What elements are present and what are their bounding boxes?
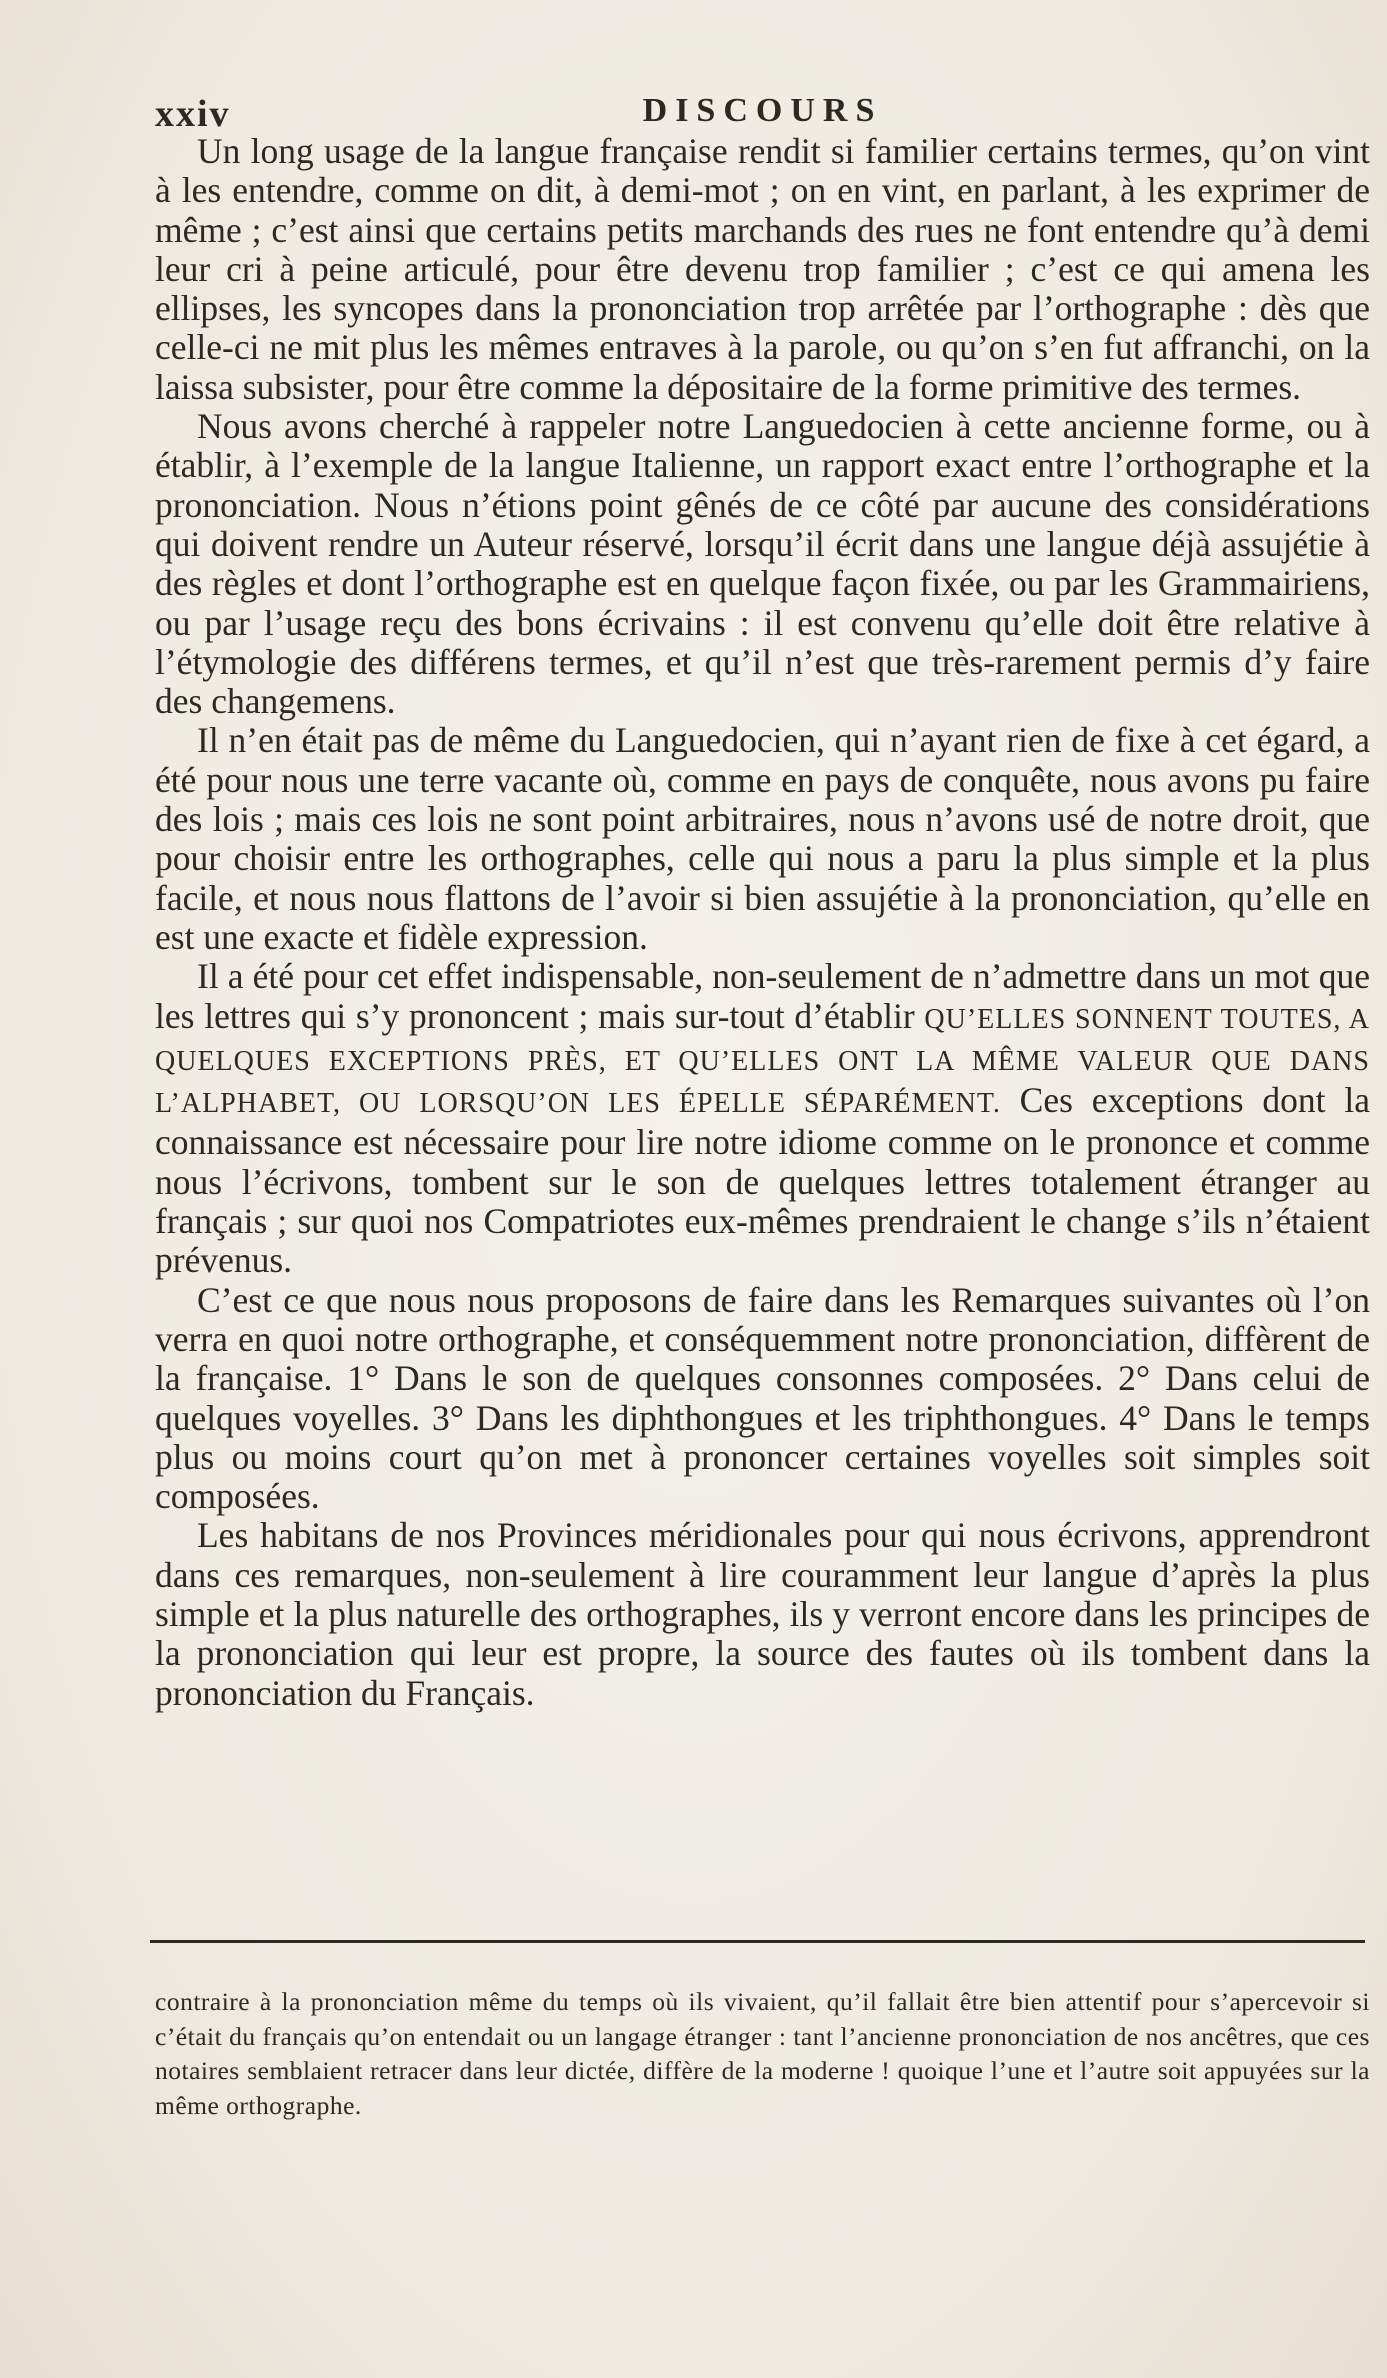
page-number: xxiv [155, 93, 231, 135]
paragraph-4-start: Il a été pour cet effet indispensable, non-seulement de n’admettre dans un mot que les lettres qui s’y prononcent ; mais sur-tout d’établir [155, 956, 1370, 1036]
footnote [155, 1985, 1370, 2123]
main-text [155, 132, 1370, 1713]
paragraph-5: C’est ce que nous nous proposons de faire dans les Remarques suivantes où l’on verra en quoi notre orthographe, et conséquemment notre prononciation, diffèrent de la française. 1° Dans le son de quelques consonnes composées. 2° Dans celui de quelques voyelles. 3° Dans les diphthongues et les triphthongues. 4° Dans le temps plus ou moins court qu’on met à prononcer certaines voyelles soit simples soit composées. [155, 1279, 1370, 1517]
paragraph-6: Les habitans de nos Provinces méridionales pour qui nous écrivons, apprendront dans ces remarques, non-seulement à lire couramment leur langue d’après la plus simple et la plus naturelle des orthographes, ils y verront encore dans les principes de la prononciation qui leur est propre, la source des fautes où ils tombent dans la prononciation du Français. [155, 1515, 1370, 1713]
paragraph-4 [155, 957, 1370, 1280]
paragraph-4-end: Ces exceptions dont la connaissance est nécessaire pour lire notre idiome comme on le prononce et comme nous l’écrivons, tombent sur le son de quelques lettres totalement étranger au français ; sur quoi nos Compatriotes eux-mêmes prendraient le change s’ils n’étaient prévenus. [155, 1080, 1370, 1281]
running-title: DISCOURS [642, 92, 883, 129]
paragraph-2: Nous avons cherché à rappeler notre Languedocien à cette ancienne forme, ou à établir, à l’exemple de la langue Italienne, un rapport exact entre l’orthographe et la prononciation. Nous n’étions point gênés de ce côté par aucune des considérations qui doivent rendre un Auteur réservé, lorsqu’il écrit dans une langue déjà assujétie à des règles et dont l’orthographe est en quelque façon fixée, ou par les Grammairiens, ou par l’usage reçu des bons écrivains : il est convenu qu’elle doit être relative à l’étymologie des différens termes, et qu’il n’est que très-rarement permis d’y faire des changemens. [155, 406, 1370, 722]
paragraph-1: Un long usage de la langue française rendit si familier certains termes, qu’on vint à les entendre, comme on dit, à demi-mot ; on en vint, en parlant, à les exprimer de même ; c’est ainsi que certains petits marchands des rues ne font entendre qu’à demi leur cri à peine articulé, pour être devenu trop familier ; c’est ce qui amena les ellipses, les syncopes dans la prononciation trop arrêtée par l’orthographe : dès que celle-ci ne mit plus les mêmes entraves à la parole, ou qu’on s’en fut affranchi, on la laissa subsister, pour être comme la dépositaire de la forme primitive des termes. [155, 131, 1370, 407]
paragraph-3: Il n’en était pas de même du Languedocien, qui n’ayant rien de fixe à cet égard, a été pour nous une terre vacante où, comme en pays de conquête, nous avons pu faire des lois ; mais ces lois ne sont point arbitraires, nous n’avons usé de notre droit, que pour choisir entre les orthographes, celle qui nous a paru la plus simple et la plus facile, et nous nous flattons de l’avoir si bien assujétie à la prononciation, qu’elle en est une exacte et fidèle expression. [155, 720, 1370, 957]
paragraph-4-smallcaps: QU’ELLES SONNENT TOUTES, A QUELQUES EXCEPTIONS PRÈS, ET QU’ELLES ONT LA MÊME VALEUR QUE DANS L’ALPHABET, OU LORSQU’ON LES ÉPELLE SÉPARÉMENT. [155, 1003, 1370, 1120]
footnote-text: contraire à la prononciation même du temps où ils vivaient, qu’il fallait être bien attentif pour s’apercevoir si c’était du français qu’on entendait ou un langage étranger : tant l’ancienne prononciation de nos ancêtres, que ces notaires semblaient retracer dans leur dictée, diffère de la moderne ! quoique l’une et l’autre soit appuyées sur la même orthographe. [155, 1987, 1370, 2120]
footnote-separator-rule [150, 1940, 1365, 1943]
